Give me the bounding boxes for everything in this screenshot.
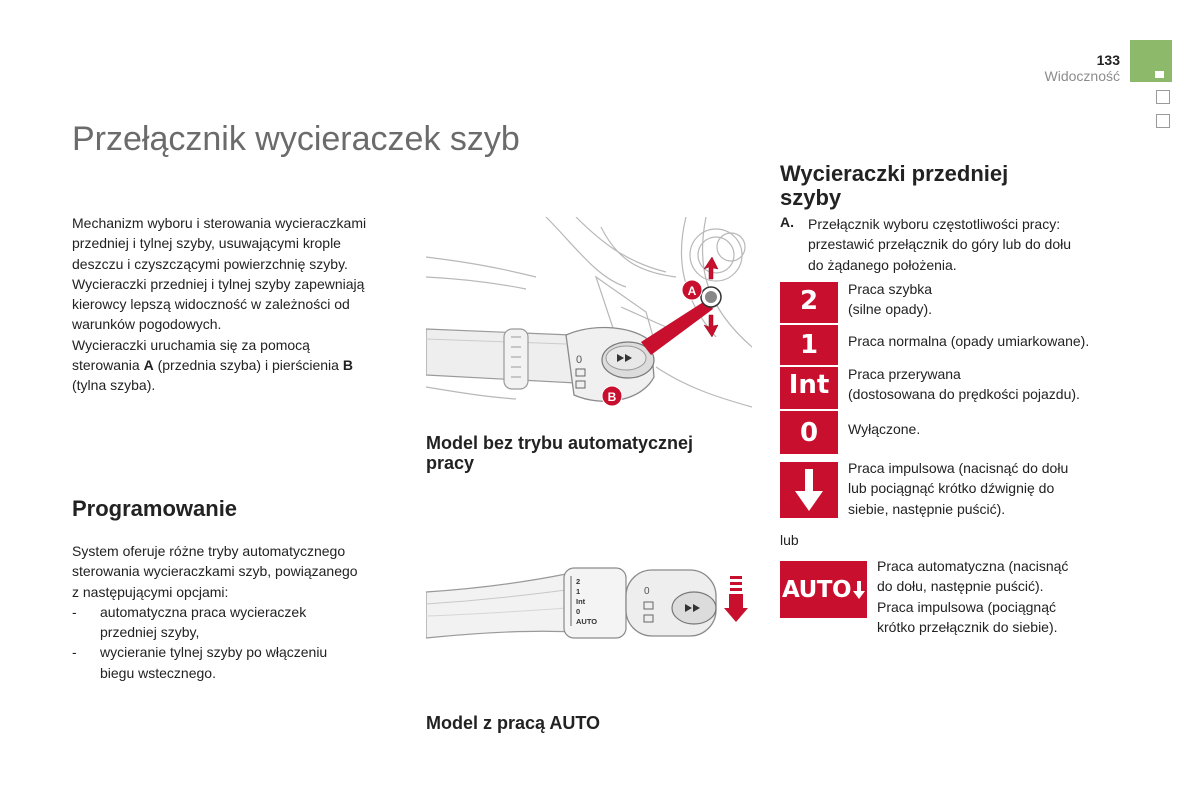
page-title: Przełącznik wycieraczek szyb xyxy=(72,120,520,158)
mode-line: Wyłączone. xyxy=(848,421,921,437)
dial-label: 1 xyxy=(576,587,581,596)
mode-description xyxy=(848,331,1118,351)
dial-label: Int xyxy=(576,597,586,606)
dial-label: 0 xyxy=(576,607,581,616)
caption-line: Model bez trybu automatycznej xyxy=(426,433,694,453)
intro-line: Wycieraczki przedniej i tylnej szyby zapewniają xyxy=(72,275,365,292)
item-letter-a: A. xyxy=(780,214,794,230)
mode-line: Praca przerywana xyxy=(848,366,961,382)
item-a-line: do żądanego położenia. xyxy=(808,256,957,273)
intro-line: Mechanizm wyboru i sterowania wycieraczkami xyxy=(72,215,367,231)
list-item xyxy=(72,642,407,683)
intro-line: kierowcy lepszą widoczność w zależności od xyxy=(72,296,350,313)
mode-line: (silne opady). xyxy=(848,301,933,318)
item-a-text xyxy=(808,214,1118,275)
programming-line: sterowania wycieraczkami szyb, powiązanego xyxy=(72,563,358,580)
intro-line xyxy=(72,355,407,375)
list-dash: - xyxy=(72,644,77,661)
programming-text xyxy=(72,541,407,683)
lever-mark: 0 xyxy=(576,354,583,366)
intro-line: deszczu i czyszczącymi powierzchnię szyby. xyxy=(72,255,348,272)
symbol-divider xyxy=(780,409,838,411)
auto-label xyxy=(780,577,867,603)
mode-line: Praca szybka xyxy=(848,281,933,297)
label-a: A xyxy=(687,284,697,298)
list-item-line: przedniej szyby, xyxy=(100,624,200,641)
list-item-line: biegu wstecznego. xyxy=(100,664,216,681)
intro-line: przedniej i tylnej szyby, usuwającymi krople xyxy=(72,235,341,252)
mode-description xyxy=(848,364,1118,405)
chapter-tab-box xyxy=(1156,90,1170,104)
figure1-caption xyxy=(426,433,756,473)
auto-line: Praca automatyczna (nacisnąć xyxy=(877,558,1069,574)
or-text: lub xyxy=(780,532,799,548)
figure2-caption: Model z pracą AUTO xyxy=(426,713,601,733)
intro-line: warunków pogodowych. xyxy=(72,316,222,333)
programming-heading: Programowanie xyxy=(72,496,238,521)
intro-text: sterowania xyxy=(72,357,144,374)
list-item-line: wycieranie tylnej szyby po włączeniu xyxy=(100,644,328,661)
list-item xyxy=(72,602,407,643)
mode-symbol-1: 1 xyxy=(799,330,819,360)
symbol-divider xyxy=(780,323,838,325)
auto-description xyxy=(877,556,1117,637)
wiper-mode-symbols xyxy=(780,282,838,454)
programming-line: System oferuje różne tryby automatycznego xyxy=(72,543,346,559)
impulse-symbol xyxy=(780,462,838,518)
page-number: 133 xyxy=(1096,52,1120,68)
intro-line: Wycieraczki uruchamia się za pomocą xyxy=(72,336,310,353)
mode-line: Praca normalna (opady umiarkowane). xyxy=(848,333,1090,349)
auto-line: krótko przełącznik do siebie). xyxy=(877,618,1058,635)
dial-label: AUTO xyxy=(576,617,598,626)
chapter-tab-box xyxy=(1156,114,1170,128)
front-wipers-heading xyxy=(780,162,1110,210)
intro-paragraph xyxy=(72,213,407,396)
svg-text:0: 0 xyxy=(644,586,650,597)
auto-label-text: AUTO xyxy=(781,577,851,603)
heading-line: Wycieraczki przedniej xyxy=(780,161,1009,186)
label-b: B xyxy=(607,390,617,404)
mode-symbol-2: 2 xyxy=(799,286,819,316)
item-a-line: przestawić przełącznik do góry lub do dołu xyxy=(808,236,1072,253)
dial-label: 2 xyxy=(576,577,581,586)
heading-line: szyby xyxy=(780,185,842,210)
list-dash: - xyxy=(72,603,77,620)
impulse-line: siebie, następnie puścić). xyxy=(848,500,1006,517)
mode-description xyxy=(848,419,1118,439)
wiper-lever-figure xyxy=(426,217,752,417)
arrow-down-icon xyxy=(853,581,865,599)
mode-description xyxy=(848,279,1118,320)
caption-line: pracy xyxy=(426,453,475,473)
mode-line: (dostosowana do prędkości pojazdu). xyxy=(848,386,1080,403)
programming-line: z następującymi opcjami: xyxy=(72,583,229,600)
control-b-ref: B xyxy=(342,357,353,374)
list-item-line: automatyczna praca wycieraczek xyxy=(100,603,307,620)
arrow-down-icon xyxy=(780,462,838,518)
auto-symbol xyxy=(780,561,867,618)
auto-line: do dołu, następnie puścić). xyxy=(877,578,1044,595)
item-a-line: Przełącznik wyboru częstotliwości pracy: xyxy=(808,216,1061,232)
impulse-line: lub pociągnąć krótko dźwignię do xyxy=(848,480,1055,497)
symbol-divider xyxy=(780,365,838,367)
mode-symbol-int: Int xyxy=(788,370,830,400)
intro-text: (przednia szyba) i pierścienia xyxy=(153,357,343,374)
auto-lever-figure xyxy=(426,560,756,650)
intro-line: (tylna szyba). xyxy=(72,377,156,394)
auto-line: Praca impulsowa (pociągnąć xyxy=(877,598,1056,615)
section-name: Widoczność xyxy=(1044,68,1120,84)
impulse-line: Praca impulsowa (nacisnąć do dołu xyxy=(848,460,1069,476)
mode-symbol-0: 0 xyxy=(799,418,819,448)
impulse-description xyxy=(848,458,1118,519)
chapter-tab xyxy=(1130,40,1172,82)
control-a-ref: A xyxy=(143,357,154,374)
chapter-tab-mark xyxy=(1155,71,1164,78)
